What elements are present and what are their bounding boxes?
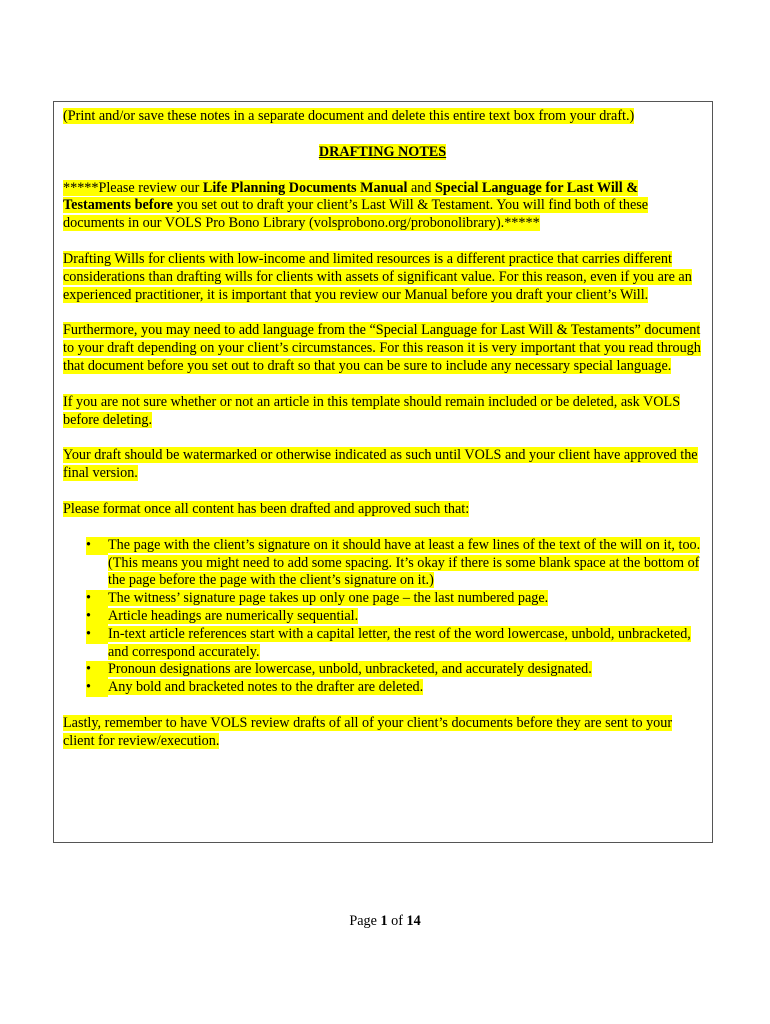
heading-text: DRAFTING NOTES <box>318 143 447 160</box>
bullet-icon: • <box>86 661 108 679</box>
instruction-text: (Print and/or save these notes in a separate document and delete this entire text box from your draft.) <box>63 108 635 124</box>
drafting-notes-heading <box>63 144 702 162</box>
page-total: 14 <box>406 913 421 929</box>
lastly-text: Lastly, remember to have VOLS review drafts of all of your client’s documents before they are sent to your client for review/execution. <box>63 714 673 749</box>
page-footer <box>0 913 770 930</box>
list-item <box>63 626 702 662</box>
furthermore-text: Furthermore, you may need to add language from the “Special Language for Last Will & Testaments” document to your draft depending on your client’s circumstances. For this reason it is very important that you read through that document before you set out to draft so that you can be sure to include any necessary special language. <box>63 322 701 374</box>
bullet-icon: • <box>86 679 108 697</box>
list-item-text: The witness’ signature page takes up only one page – the last numbered page. <box>108 590 549 607</box>
list-item-text: Any bold and bracketed notes to the drafter are deleted. <box>108 679 424 696</box>
list-item <box>63 537 702 590</box>
format-checklist <box>63 537 702 697</box>
list-item <box>63 590 702 608</box>
page-number: 1 <box>380 913 388 929</box>
review-doc1: Life Planning Documents Manual <box>202 179 408 196</box>
list-item <box>63 661 702 679</box>
drafting-paragraph <box>63 251 702 304</box>
review-prefix: *****Please review our <box>63 179 203 196</box>
unsure-text: If you are not sure whether or not an article in this template should remain included or be deleted, ask VOLS before deleting. <box>63 393 681 428</box>
drafting-notes-textbox[interactable] <box>53 101 713 843</box>
bullet-icon: • <box>86 590 108 608</box>
list-item-text: The page with the client’s signature on it should have at least a few lines of the text of the will on it, too. (This means you might need to add some spacing. It’s okay if there is some blank space at the bottom of the page before the page with the client’s signature on it.) <box>108 536 701 589</box>
list-item-text: Article headings are numerically sequential. <box>108 607 359 624</box>
instruction-paragraph <box>63 108 702 126</box>
review-suffix: you set out to draft your client’s Last Will & Testament. You will find both of these documents in our VOLS Pro Bono Library (volsprobono.org/probonolibrary).***** <box>63 197 649 232</box>
of-label: of <box>387 913 407 929</box>
review-and: and <box>407 179 436 196</box>
format-text: Please format once all content has been drafted and approved such that: <box>63 500 470 517</box>
page-label: Page <box>349 913 381 929</box>
drafting-text: Drafting Wills for clients with low-income and limited resources is a different practice that carries different considerations than drafting wills for clients with assets of significant value. For this reason, even if you are an experienced practitioner, it is important that you review our Manual before you draft your client’s Will. <box>63 250 692 303</box>
format-paragraph <box>63 501 702 519</box>
watermark-paragraph <box>63 447 702 483</box>
bullet-icon: • <box>86 626 108 644</box>
bullet-icon: • <box>86 608 108 626</box>
lastly-paragraph <box>63 715 702 751</box>
review-doc2: Special Language for Last Will & Testaments before <box>63 179 639 214</box>
list-item-text: In-text article references start with a capital letter, the rest of the word lowercase, unbold, unbracketed, and correspond accurately. <box>108 625 691 660</box>
list-item <box>63 679 702 697</box>
review-paragraph <box>63 180 702 233</box>
list-item-text: Pronoun designations are lowercase, unbold, unbracketed, and accurately designated. <box>108 661 592 678</box>
watermark-text: Your draft should be watermarked or otherwise indicated as such until VOLS and your client have approved the final version. <box>63 447 698 482</box>
furthermore-paragraph <box>63 322 702 375</box>
list-item <box>63 608 702 626</box>
bullet-icon: • <box>86 537 108 555</box>
unsure-paragraph <box>63 394 702 430</box>
